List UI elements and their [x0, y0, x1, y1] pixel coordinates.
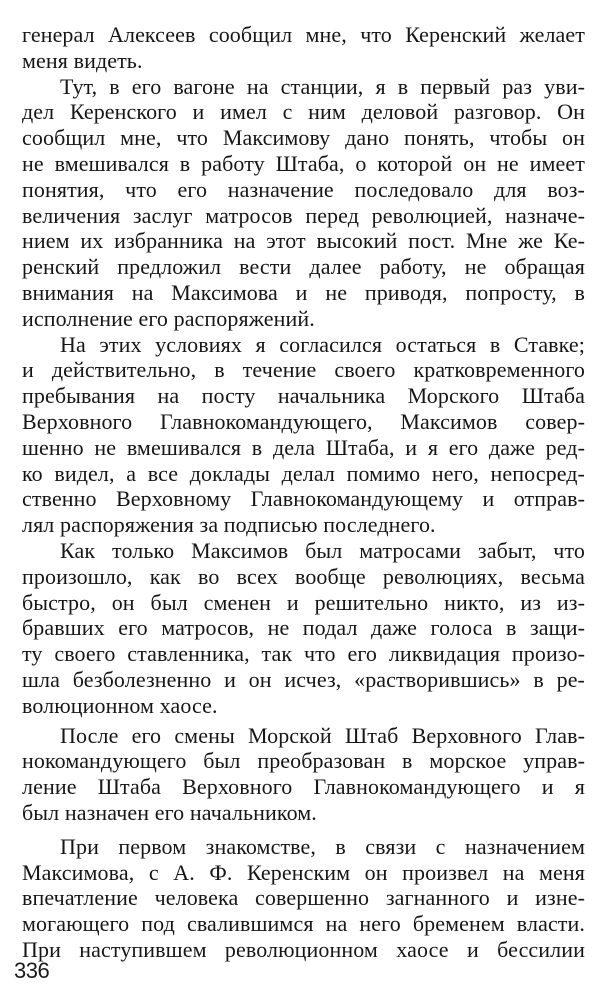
page-number: 336 [14, 958, 50, 983]
text-line: Как только Максимов был матросами забыт, что [60, 537, 585, 563]
paragraph [22, 834, 585, 963]
text-line: исполнение его распоряжений. [22, 305, 315, 331]
paragraph [22, 538, 585, 719]
text-line: сообщил мне, что Максимову дано понять, чтобы он [22, 125, 585, 151]
text-line: был назначен его начальником. [22, 799, 317, 825]
text-line: После его смены Морской Штаб Верховного Глав- [60, 722, 585, 748]
body-text [22, 22, 585, 963]
paragraph [22, 332, 585, 538]
text-line: Верховного Главнокомандующего, Максимов совер- [22, 408, 585, 434]
text-line: бравших его матросов, не подал даже голоса в защи- [22, 615, 585, 641]
text-line: При наступившем революционном хаосе и бессилии [22, 936, 585, 962]
text-line: величения заслуг матросов перед революцией, назначе- [22, 202, 585, 228]
text-line: нокомандующего был преобразован в морское управ- [22, 748, 585, 774]
paragraph [22, 22, 585, 74]
text-line: нием их избранника на этот высокий пост. Мне же Ке- [22, 228, 585, 254]
text-line: шла безболезненно и он исчез, «растворившись» в ре- [22, 666, 585, 692]
text-line: произошло, как во всех вообще революциях, весьма [22, 563, 585, 589]
text-line: пребывания на посту начальника Морского Штаба [22, 383, 585, 409]
text-line: быстро, он был сменен и решительно никто, из из- [22, 589, 585, 615]
text-line: ко видел, а все доклады делал помимо него, непосред- [22, 460, 585, 486]
text-line: Максимова, с А. Ф. Керенским он произвел на меня [22, 859, 585, 885]
text-line: ление Штаба Верховного Главнокомандующего и я [22, 774, 585, 800]
text-line: Тут, в его вагоне на станции, я в первый раз уви- [60, 73, 585, 99]
text-line: ренский предложил вести далее работу, не обращая [22, 254, 585, 280]
text-line: При первом знакомстве, в связи с назначением [60, 833, 585, 859]
paragraph [22, 74, 585, 332]
text-line: меня видеть. [22, 47, 143, 73]
text-line: волюционном хаосе. [22, 692, 218, 718]
text-line: не вмешивался в работу Штаба, о которой он не имеет [22, 150, 585, 176]
text-line: На этих условиях я согласился остаться в Ставке; [60, 331, 585, 357]
text-line: шенно не вмешивался в дела Штаба, и я его даже ред- [22, 434, 585, 460]
text-line: внимания на Максимова и не приводя, попросту, в [22, 279, 585, 305]
text-line: понятия, что его назначение последовало для воз- [22, 176, 585, 202]
text-line: впечатление человека совершенно загнанного и изне- [22, 885, 585, 911]
text-line: лял распоряжения за подписью последнего. [22, 512, 436, 538]
text-line: и действительно, в течение своего кратковременного [22, 357, 585, 383]
text-line: ственно Верховному Главнокомандующему и отправ- [22, 486, 585, 512]
text-line: дел Керенского и имел с ним деловой разговор. Он [22, 99, 585, 125]
paragraph [22, 723, 585, 826]
text-line: могающего под свалившимся на него бременем власти. [22, 911, 585, 937]
text-line: генерал Алексеев сообщил мне, что Керенский желает [22, 22, 585, 47]
text-line: ту своего ставленника, так что его ликвидация произо- [22, 641, 585, 667]
